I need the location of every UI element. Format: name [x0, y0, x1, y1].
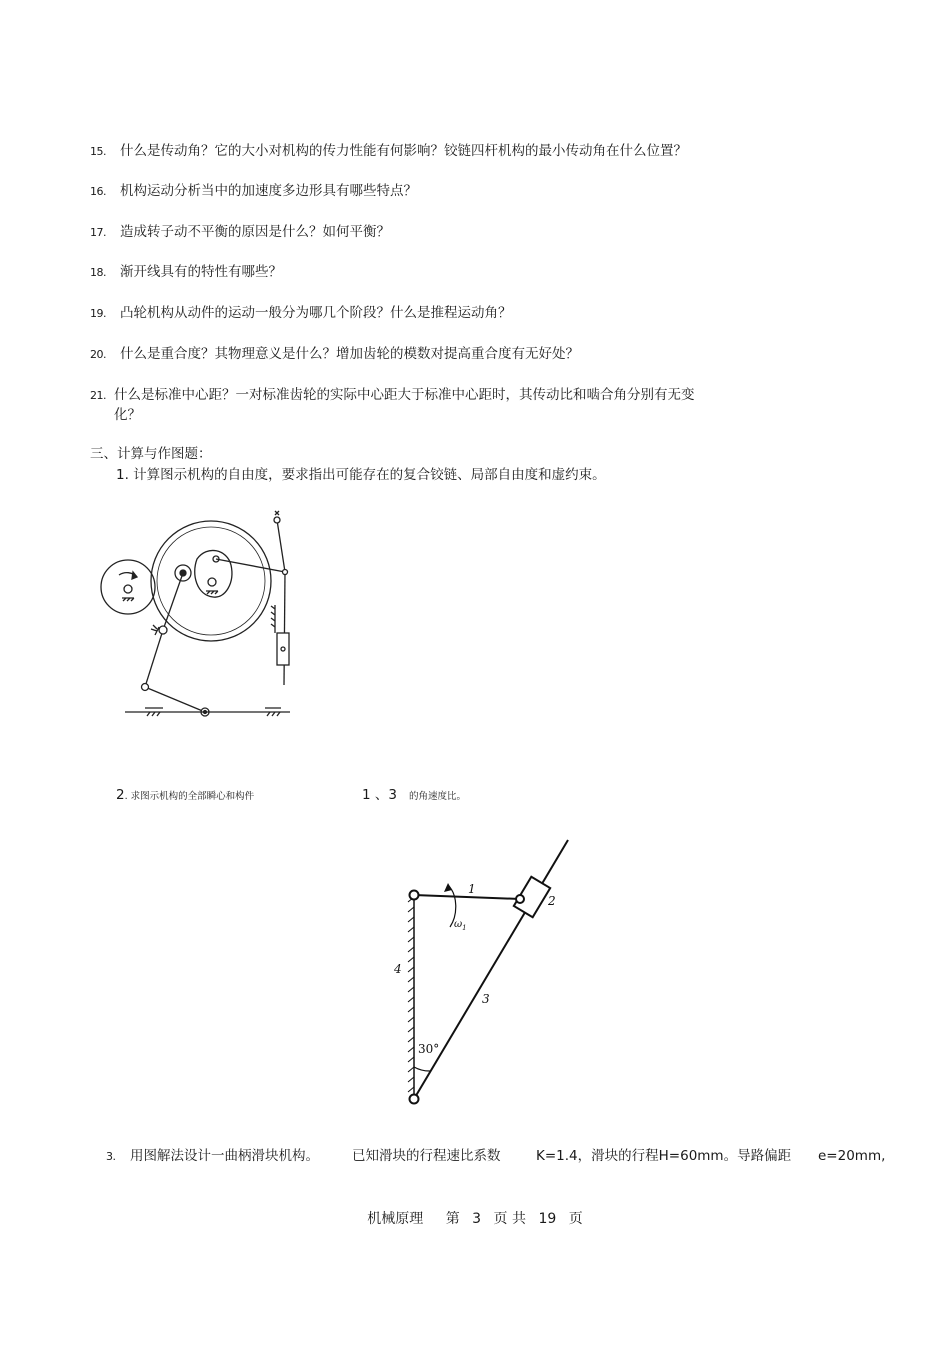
left-gear-pivot: [124, 585, 132, 593]
problem-3: 3. 用图解法设计一曲柄滑块机构。: [106, 1148, 319, 1164]
link-3: [414, 840, 568, 1099]
left-gear: [101, 560, 155, 614]
problem-3-k: K=1.4，滑块的行程H=60mm。导路偏距: [536, 1148, 792, 1164]
problem-1: 1. 计算图示机构的自由度，要求指出可能存在的复合铰链、局部自由度和虚约束。: [116, 467, 606, 483]
problem-3-e: e=20mm,: [818, 1148, 886, 1164]
pivot-bottom: [410, 1095, 419, 1104]
problem-2: 2. 求图示机构的全部瞬心和构件: [116, 787, 255, 803]
page-footer: 机械原理 第 3 页 共 19 页: [367, 1211, 583, 1227]
problem-2-cont: 1 、3 的角速度比。: [362, 787, 466, 803]
label-2: 2: [548, 894, 556, 908]
label-angle: 30°: [418, 1042, 440, 1056]
question-20: 20. 什么是重合度？其物理意义是什么？增加齿轮的模数对提高重合度有无好处？: [90, 346, 579, 362]
big-gear: [151, 521, 271, 641]
angle-arc: [414, 1067, 431, 1071]
link-1: [414, 895, 520, 899]
question-15: 15. 什么是传动角？它的大小对机构的传力性能有何影响？铰链四杆机构的最小传动角在什么位置？: [90, 143, 687, 159]
label-1: 1: [468, 882, 476, 896]
figure-2-mechanism: [390, 835, 580, 1110]
section-heading: 三、计算与作图题：: [90, 446, 212, 462]
question-21-continued: 化？: [114, 407, 141, 423]
label-4: 4: [394, 962, 402, 976]
slider-block: [277, 633, 289, 665]
question-18: 18. 渐开线具有的特性有哪些？: [90, 264, 282, 280]
label-omega: $\omega_1$: [454, 919, 467, 932]
label-3: 3: [482, 992, 490, 1006]
pivot-top: [410, 891, 419, 900]
question-21: 21. 什么是标准中心距？一对标准齿轮的实际中心距大于标准中心距时，其传动比和啮合角分别有无变: [90, 387, 695, 403]
figure-1-mechanism: [95, 505, 305, 730]
question-19: 19. 凸轮机构从动件的运动一般分为哪几个阶段？什么是推程运动角？: [90, 305, 512, 321]
question-17: 17. 造成转子动不平衡的原因是什么？如何平衡？: [90, 224, 390, 240]
problem-3-b: 已知滑块的行程速比系数: [352, 1148, 501, 1164]
question-16: 16. 机构运动分析当中的加速度多边形具有哪些特点？: [90, 183, 417, 199]
